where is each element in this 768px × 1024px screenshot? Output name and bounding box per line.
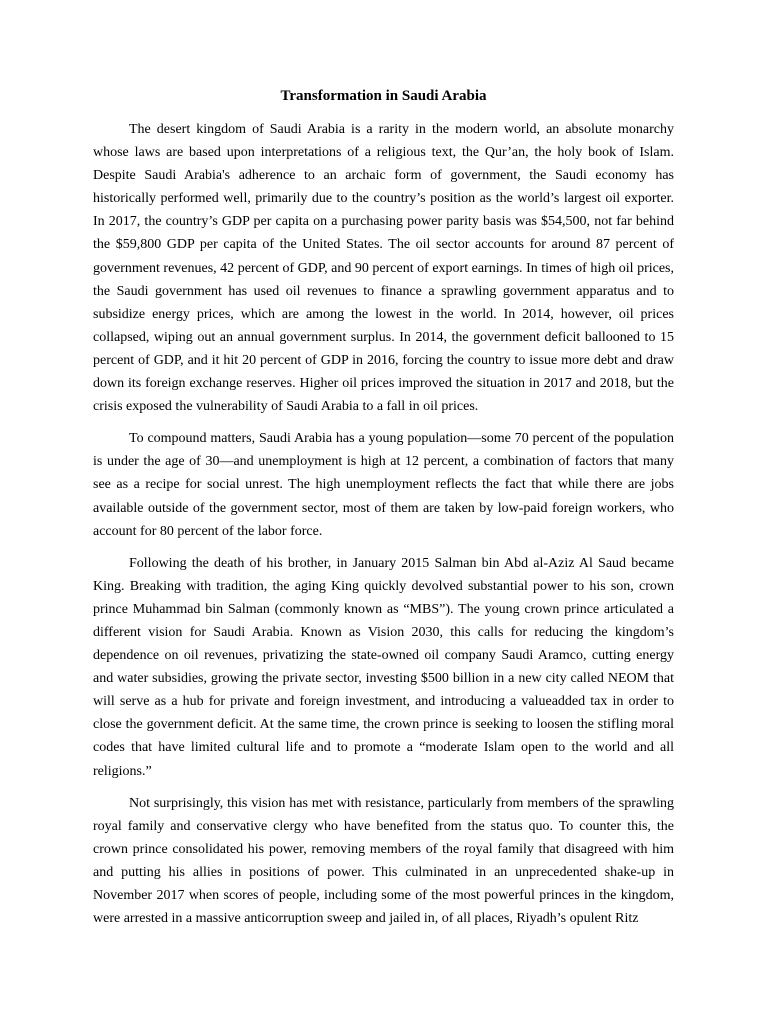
paragraph-4: Not surprisingly, this vision has met with resistance, particularly from members of the sprawling royal family and conservative clergy who have benefited from the status quo. To counter this, the crown prince consolidated his power, removing members of the royal family that disagreed with him and putting his allies in positions of power. This culminated in an unprecedented shake-up in November 2017 when scores of people, including some of the most powerful princes in the kingdom, were arrested in a massive anticorruption sweep and jailed in, of all places, Riyadh’s opulent Ritz (93, 795, 674, 927)
paragraph-3: Following the death of his brother, in January 2015 Salman bin Abd al-Aziz Al Saud became King. Breaking with tradition, the aging King quickly devolved substantial power to his son, crown prince Muhammad bin Salman (commonly known as “MBS”). The young crown prince articulated a different vision for Saudi Arabia. Known as Vision 2030, this calls for reducing the kingdom’s dependence on oil revenues, privatizing the state-owned oil company Saudi Aramco, cutting energy and water subsidies, growing the private sector, investing $500 billion in a new city called NEOM that will serve as a hub for private and foreign investment, and introducing a valueadded tax in order to close the government deficit. At the same time, the crown prince is seeking to loosen the stifling moral codes that have limited cultural life and to promote a “moderate Islam open to the world and all religions.” (93, 555, 674, 779)
document-title: Transformation in Saudi Arabia (280, 88, 487, 104)
paragraph-2: To compound matters, Saudi Arabia has a young population—some 70 percent of the population is under the age of 30—and unemployment is high at 12 percent, a combination of factors that many see as a recipe for social unrest. The high unemployment reflects the fact that while there are jobs available outside of the government sector, most of them are taken by low-paid foreign workers, who account for 80 percent of the labor force. (93, 431, 674, 539)
document-body (93, 84, 674, 939)
paragraph-1: The desert kingdom of Saudi Arabia is a rarity in the modern world, an absolute monarchy whose laws are based upon interpretations of a religious text, the Qur’an, the holy book of Islam. Despite Saudi Arabia's adherence to an archaic form of government, the Saudi economy has historically performed well, primarily due to the country’s position as the world’s largest oil exporter. In 2017, the country’s GDP per capita on a purchasing power parity basis was $54,500, not far behind the $59,800 GDP per capita of the United States. The oil sector accounts for around 87 percent of government revenues, 42 percent of GDP, and 90 percent of export earnings. In times of high oil prices, the Saudi government has used oil revenues to finance a sprawling government apparatus and to subsidize energy prices, which are among the lowest in the world. In 2014, however, oil prices collapsed, wiping out an annual government surplus. In 2014, the government deficit ballooned to 15 percent of GDP, and it hit 20 percent of GDP in 2016, forcing the country to issue more debt and draw down its foreign exchange reserves. Higher oil prices improved the situation in 2017 and 2018, but the crisis exposed the vulnerability of Saudi Arabia to a fall in oil prices. (93, 122, 674, 415)
